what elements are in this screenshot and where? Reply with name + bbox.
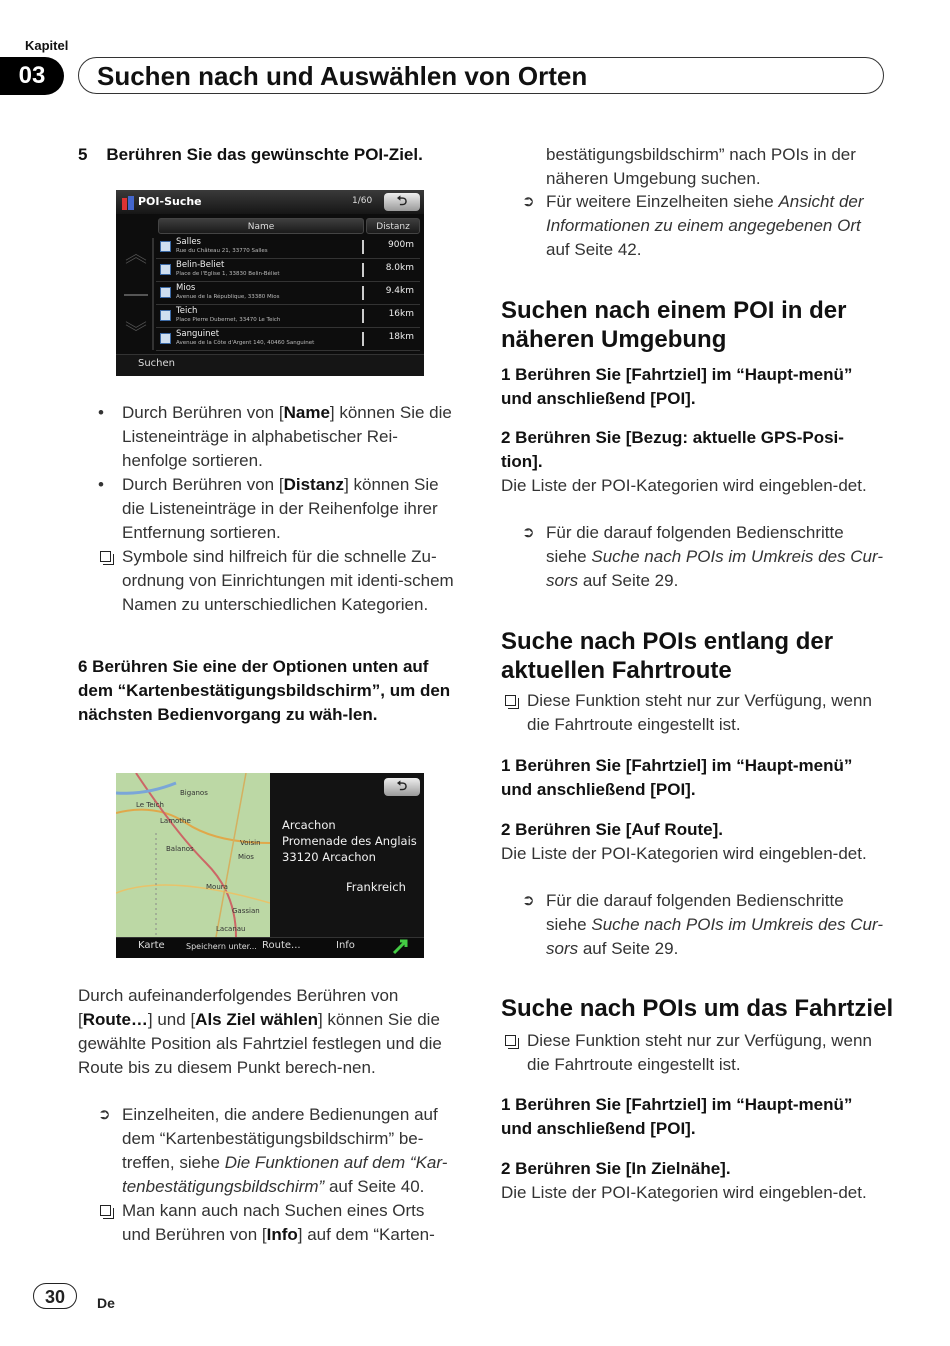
row-separator (362, 286, 364, 300)
text-run: ] auf dem “Karten- (297, 1225, 435, 1244)
bullet-icon: • (98, 403, 104, 422)
section-heading: Suche nach POIs um das Fahrtziel (501, 995, 894, 1022)
reference-title: Suche nach POIs im Umkreis des Cur-sors (546, 915, 883, 958)
poi-distance: 900m (388, 240, 414, 250)
info-button[interactable]: Info (336, 940, 355, 951)
map-place-label: Mios (238, 853, 254, 861)
location-city: Arcachon (282, 818, 336, 832)
page-title-box (78, 57, 884, 94)
poi-row[interactable] (156, 259, 420, 282)
poi-category-icon (160, 241, 171, 252)
row-separator (362, 263, 364, 277)
step-1: 1 Berühren Sie [Fahrtziel] im “Haupt-menü” und anschließend [POI]. (501, 756, 853, 799)
map-view[interactable] (116, 773, 270, 937)
chapter-number: 03 (0, 57, 64, 95)
note-text: Symbole sind hilfreich für die schnelle Zu-ordnung von Einrichtungen mit identi-schem Namen zu unterschiedlichen Kategorien. (122, 547, 454, 614)
text-run: ] können Sie die gewählte Position als Fahrtziel festlegen und die Route bis zu diesem Punkt berech-nen. (78, 1010, 442, 1077)
name-keyword: Name (283, 403, 330, 422)
note-icon (505, 1035, 516, 1046)
step-result: Die Liste der POI-Kategorien wird eingeblen-det. (501, 844, 867, 863)
left-notes (98, 1103, 454, 1247)
note-icon (100, 1205, 111, 1216)
poi-screen-title: POI-Suche (138, 195, 202, 208)
continued-text: bestätigungsbildschirm” nach POIs in der näheren Umgebung suchen. (546, 145, 856, 188)
text-run: auf Seite 42. (546, 240, 642, 259)
map-place-label: Le Teich (136, 801, 164, 809)
poi-search-screenshot (116, 190, 424, 376)
scroll-down-icon[interactable]: ︾ (124, 321, 147, 346)
map-place-label: Lacanau (216, 925, 246, 933)
distance-keyword: Distanz (283, 475, 345, 494)
poi-row[interactable] (156, 305, 420, 328)
bullet-item (98, 473, 454, 545)
sort-name-button[interactable]: Name (158, 218, 364, 234)
text-run: Man kann auch nach Suchen eines Orts und Berühren von [ (122, 1201, 425, 1244)
step-1: 1 Berühren Sie [Fahrtziel] im “Haupt-menü” und anschließend [POI]. (501, 365, 853, 408)
text-run: Durch aufeinanderfolgendes Berühren von [ (78, 986, 399, 1029)
row-separator (362, 332, 364, 346)
back-button[interactable]: ⮌ (384, 778, 420, 796)
text-run: auf Seite 29. (578, 939, 679, 958)
route-paragraph (78, 984, 454, 1080)
poi-name: Mios (176, 283, 196, 293)
arrow-icon: ➲ (522, 892, 535, 909)
poi-distance: 18km (388, 332, 414, 342)
scroll-up-icon[interactable]: ︽ (124, 243, 147, 268)
sort-distance-button[interactable]: Distanz (366, 218, 420, 234)
row-separator (362, 240, 364, 254)
poi-row[interactable] (156, 328, 420, 351)
poi-category-icon (160, 264, 171, 275)
arrow-icon: ➲ (98, 1106, 111, 1123)
save-as-button[interactable]: Speichern unter... (186, 942, 257, 951)
step-2: 2 Berühren Sie [Bezug: aktuelle GPS-Posi-tion]. (501, 428, 844, 471)
map-place-label: Voisin (240, 839, 261, 847)
text-run: Für weitere Einzelheiten siehe (546, 192, 779, 211)
text-run: ] und [ (147, 1010, 196, 1029)
poi-distance: 8.0km (385, 263, 414, 273)
poi-page-count: 1/60 (352, 196, 373, 206)
reference-item (98, 1103, 454, 1199)
reference-item (522, 521, 886, 593)
reference-line (522, 190, 886, 262)
reference-item (522, 190, 886, 262)
map-place-label: Biganos (180, 789, 208, 797)
map-place-label: Balanos (166, 845, 194, 853)
poi-category-icon (160, 310, 171, 321)
location-street: Promenade des Anglais (282, 834, 417, 848)
route-button[interactable]: Route... (262, 940, 301, 951)
set-destination-icon[interactable] (392, 939, 408, 955)
poi-distance: 9.4km (385, 286, 414, 296)
note-item (98, 545, 454, 617)
poi-distance: 16km (388, 309, 414, 319)
map-place-label: Gassian (232, 907, 260, 915)
poi-name: Teich (176, 306, 198, 316)
map-confirmation-screenshot (116, 773, 424, 958)
text-run: auf Seite 29. (578, 571, 679, 590)
text-run: ] können Sie die Listeneinträge in alphabetischer Rei-henfolge sortieren. (122, 403, 452, 470)
reference-title: Ansicht der Informationen zu einem angegebenen Ort (546, 192, 864, 235)
bullet-item (98, 401, 454, 473)
map-place-label: Moura (206, 883, 228, 891)
poi-name: Belin-Beliet (176, 260, 225, 270)
poi-address: Rue du Château 21, 33770 Salles (176, 248, 268, 254)
poi-address: Avenue de la Côte d'Argent 140, 40460 Sanguinet (176, 340, 315, 346)
step-1: 1 Berühren Sie [Fahrtziel] im “Haupt-menü” und anschließend [POI]. (501, 1095, 853, 1138)
row-separator (362, 309, 364, 323)
poi-address: Avenue de la République, 33380 Mios (176, 294, 280, 300)
poi-logo-icon (122, 195, 134, 209)
search-button[interactable]: Suchen (138, 358, 176, 369)
note-text: Diese Funktion steht nur zur Verfügung, wenn die Fahrtroute eingestellt ist. (527, 1031, 872, 1074)
map-button[interactable]: Karte (138, 940, 165, 951)
poi-address: Place Pierre Dubernet, 33470 Le Teich (176, 317, 281, 323)
location-country: Frankreich (346, 880, 406, 894)
reference-title: Die Funktionen auf dem “Kar-tenbestätigungsbildschirm” (122, 1153, 448, 1196)
step-5: 5 Berühren Sie das gewünschte POI-Ziel. (78, 145, 423, 164)
info-keyword: Info (266, 1225, 298, 1244)
scrollbar[interactable] (152, 238, 154, 350)
poi-name: Sanguinet (176, 329, 220, 339)
arrow-icon: ➲ (522, 193, 535, 210)
text-run: Für die darauf folgenden Bedienschritte siehe (546, 523, 844, 566)
text-run: auf Seite 40. (324, 1177, 425, 1196)
scroll-divider (124, 294, 148, 296)
map-place-label: Lamothe (160, 817, 191, 825)
bullet-list (98, 401, 454, 617)
note-item (503, 689, 887, 737)
reference-title: Suche nach POIs im Umkreis des Cur-sors (546, 547, 883, 590)
section-heading: Suche nach POIs entlang der aktuellen Fahrtroute (501, 628, 834, 684)
note-block (503, 1029, 887, 1077)
poi-category-icon (160, 333, 171, 344)
text-run: Für die darauf folgenden Bedienschritte siehe (546, 891, 844, 934)
text-run: ] können Sie die Listeneinträge in der Reihenfolge ihrer Entfernung sortieren. (122, 475, 439, 542)
step-6: 6 Berühren Sie eine der Optionen unten auf dem “Kartenbestätigungsbildschirm”, um den nächsten Bedienvorgang zu wäh-len. (78, 657, 451, 724)
step-2: 2 Berühren Sie [Auf Route]. (501, 820, 723, 839)
note-icon (100, 551, 111, 562)
back-button[interactable]: ⮌ (384, 193, 420, 211)
set-destination-keyword: Als Ziel wählen (195, 1010, 318, 1029)
page-title: Suchen nach und Auswählen von Orten (97, 61, 588, 91)
poi-row[interactable] (156, 236, 420, 259)
reference-line (522, 521, 886, 593)
poi-category-icon (160, 287, 171, 298)
note-text: Diese Funktion steht nur zur Verfügung, wenn die Fahrtroute eingestellt ist. (527, 691, 872, 734)
step-result: Die Liste der POI-Kategorien wird eingeblen-det. (501, 476, 867, 495)
poi-row[interactable] (156, 282, 420, 305)
step-2: 2 Berühren Sie [In Zielnähe]. (501, 1159, 731, 1178)
bullet-icon: • (98, 475, 104, 494)
poi-name: Salles (176, 237, 201, 247)
text-run: Durch Berühren von [ (122, 403, 284, 422)
step-result: Die Liste der POI-Kategorien wird eingeblen-det. (501, 1183, 867, 1202)
note-block (503, 689, 887, 737)
note-icon (505, 695, 516, 706)
page-number: 30 (33, 1283, 77, 1309)
chapter-label: Kapitel (25, 38, 69, 53)
text-run: Einzelheiten, die andere Bedienungen auf dem “Kartenbestätigungsbildschirm” be-treffen, siehe (122, 1105, 438, 1172)
text-run: Durch Berühren von [ (122, 475, 284, 494)
route-keyword: Route… (82, 1010, 148, 1029)
poi-address: Place de l'Eglise 1, 33830 Belin-Béliet (176, 271, 280, 277)
note-item (98, 1199, 454, 1247)
location-postcode: 33120 Arcachon (282, 850, 376, 864)
reference-item (522, 889, 886, 961)
reference-line (522, 889, 886, 961)
arrow-icon: ➲ (522, 524, 535, 541)
note-item (503, 1029, 887, 1077)
language-code: De (97, 1295, 115, 1311)
section-heading: Suchen nach einem POI in der näheren Umgebung (501, 297, 847, 353)
